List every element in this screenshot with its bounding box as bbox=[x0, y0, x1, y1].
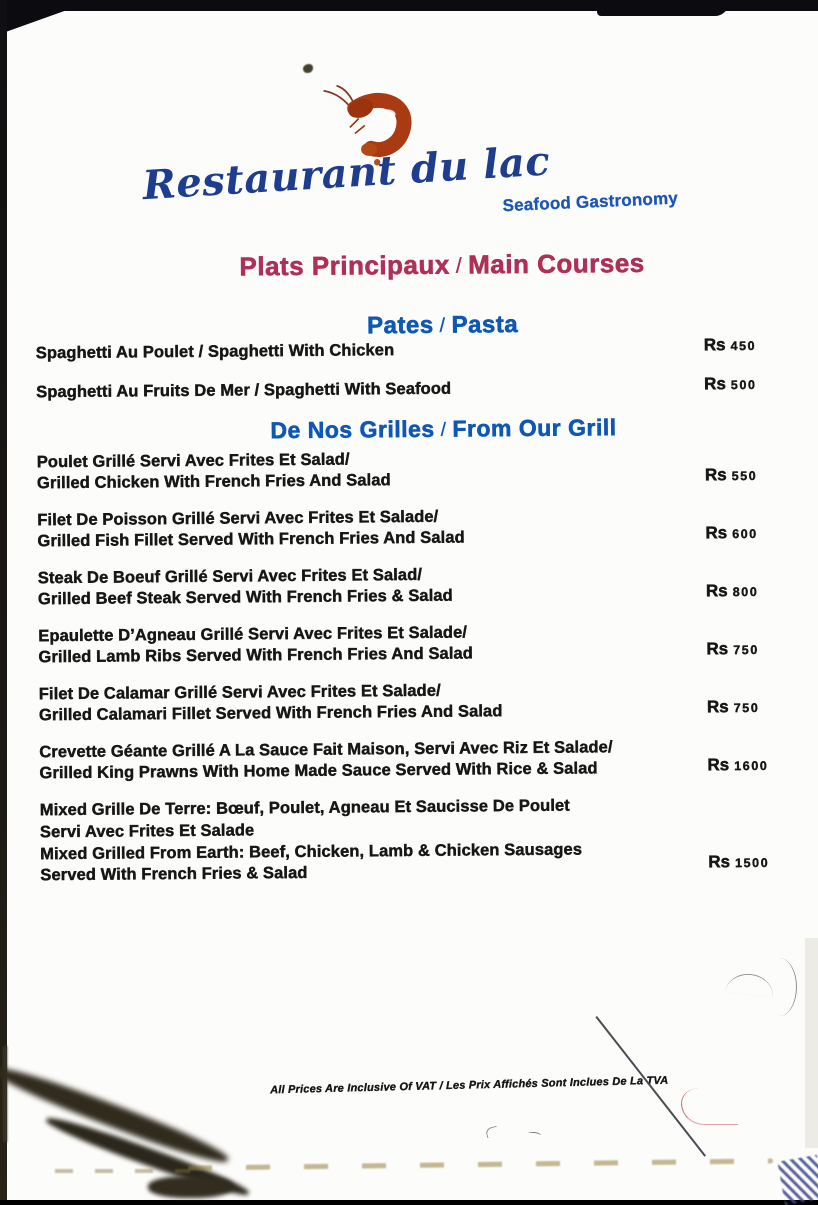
menu-item bbox=[39, 736, 771, 783]
item-line-fr2: Servi Avec Frites Et Salade bbox=[39, 821, 255, 842]
currency: Rs bbox=[706, 697, 729, 717]
restaurant-name: Restaurant du lac bbox=[141, 137, 552, 210]
grill-heading-fr: De Nos Grilles bbox=[270, 415, 435, 444]
item-line-en: Grilled Beef Steak Served With French Fries & Salad bbox=[37, 586, 453, 608]
grill-heading-separator: / bbox=[440, 418, 447, 440]
item-name bbox=[38, 620, 706, 667]
pasta-heading-separator: / bbox=[439, 314, 446, 337]
menu-title bbox=[77, 247, 807, 284]
item-line-en: Grilled Lamb Ribs Served With French Fries And Salad bbox=[38, 643, 473, 666]
tan-smear bbox=[55, 1169, 190, 1173]
grill-heading-en: From Our Grill bbox=[452, 414, 617, 442]
item-price bbox=[705, 523, 769, 546]
menu-item bbox=[36, 374, 768, 402]
item-line-fr: Crevette Géante Grillé A La Sauce Fait Maison, Servi Avec Riz Et Salade/ bbox=[39, 738, 613, 762]
scan-smudge bbox=[148, 1176, 233, 1198]
price-value: 500 bbox=[730, 377, 757, 393]
item-line-en: Grilled Calamari Fillet Served With French Fries And Salad bbox=[38, 701, 503, 724]
item-price bbox=[708, 852, 772, 882]
item-line-fr: Filet De Poisson Grillé Servi Avec Frites Et Salade/ bbox=[37, 507, 439, 530]
item-line-fr: Poulet Grillé Servi Avec Frites Et Salad/ bbox=[36, 450, 350, 472]
menu-title-en: Main Courses bbox=[468, 247, 645, 280]
item-name bbox=[39, 736, 707, 783]
item-line-en: Grilled King Prawns With Home Made Sauce Served With Rice & Salad bbox=[39, 758, 598, 782]
menu-title-fr: Plats Principaux bbox=[239, 249, 450, 282]
currency: Rs bbox=[705, 523, 728, 543]
item-name bbox=[40, 794, 709, 887]
price-value: 450 bbox=[730, 338, 757, 354]
red-pen-crease bbox=[681, 1088, 738, 1125]
item-line-en2: Served With French Fries & Salad bbox=[40, 864, 308, 885]
item-line-en: Grilled Chicken With French Fries And Salad bbox=[36, 470, 391, 492]
menu-item bbox=[38, 562, 770, 609]
menu-item bbox=[37, 446, 769, 493]
price-value: 750 bbox=[733, 700, 760, 716]
footer-vat-note: All Prices Are Inclusive Of VAT / Les Prix Affichés Sont Inclues De La TVA bbox=[269, 1074, 669, 1097]
item-line-fr: Steak De Boeuf Grillé Servi Avec Frites Et Salad/ bbox=[37, 565, 423, 588]
item-price bbox=[706, 581, 770, 604]
scan-edge-top-bump bbox=[595, 0, 730, 16]
item-price bbox=[704, 374, 768, 397]
item-name bbox=[38, 562, 706, 609]
blue-scribble bbox=[777, 1155, 818, 1205]
price-value: 600 bbox=[732, 526, 758, 542]
price-value: 800 bbox=[732, 584, 759, 600]
currency: Rs bbox=[703, 335, 726, 355]
menu-item bbox=[37, 504, 769, 551]
currency: Rs bbox=[704, 465, 727, 485]
menu-item bbox=[38, 620, 770, 667]
currency: Rs bbox=[705, 581, 728, 601]
section-heading-grill bbox=[78, 413, 808, 446]
currency: Rs bbox=[707, 755, 730, 775]
item-line-en: Mixed Grilled From Earth: Beef, Chicken, Lamb & Chicken Sausages bbox=[40, 840, 583, 863]
item-name bbox=[39, 678, 707, 725]
restaurant-tagline: Seafood Gastronomy bbox=[502, 188, 679, 216]
price-value: 1500 bbox=[734, 856, 770, 871]
item-name bbox=[37, 504, 705, 551]
item-line-fr: Epaulette D’Agneau Grillé Servi Avec Frites Et Salade/ bbox=[38, 623, 468, 646]
item-name: Spaghetti Au Poulet / Spaghetti With Chicken bbox=[35, 340, 395, 362]
scan-edge-left bbox=[0, 0, 7, 1200]
item-price bbox=[707, 755, 771, 778]
pasta-heading-en: Pasta bbox=[451, 311, 519, 339]
currency: Rs bbox=[704, 374, 726, 394]
item-price bbox=[704, 335, 768, 358]
currency: Rs bbox=[706, 639, 729, 659]
item-price bbox=[707, 697, 771, 720]
price-value: 1600 bbox=[734, 758, 769, 774]
currency: Rs bbox=[708, 852, 731, 872]
item-price bbox=[706, 639, 770, 662]
item-name bbox=[37, 446, 705, 493]
item-line-fr: Filet De Calamar Grillé Servi Avec Frites Et Salade/ bbox=[38, 681, 441, 704]
scan-corner-topleft bbox=[0, 0, 95, 34]
price-value: 550 bbox=[731, 468, 758, 484]
item-line-fr: Mixed Grille De Terre: Bœuf, Poulet, Agneau Et Saucisse De Poulet bbox=[39, 796, 570, 820]
item-line-en: Grilled Fish Fillet Served With French Fries And Salad bbox=[37, 528, 465, 550]
menu-item bbox=[39, 678, 771, 725]
title-separator: / bbox=[455, 253, 463, 278]
pasta-heading-fr: Pates bbox=[366, 311, 434, 340]
menu-item bbox=[40, 794, 773, 888]
scan-smudge-line bbox=[3, 1046, 7, 1142]
scan-shadow-right bbox=[805, 938, 818, 1148]
item-price bbox=[705, 465, 769, 488]
item-name: Spaghetti Au Fruits De Mer / Spaghetti With Seafood bbox=[36, 379, 452, 401]
price-value: 750 bbox=[733, 642, 759, 658]
